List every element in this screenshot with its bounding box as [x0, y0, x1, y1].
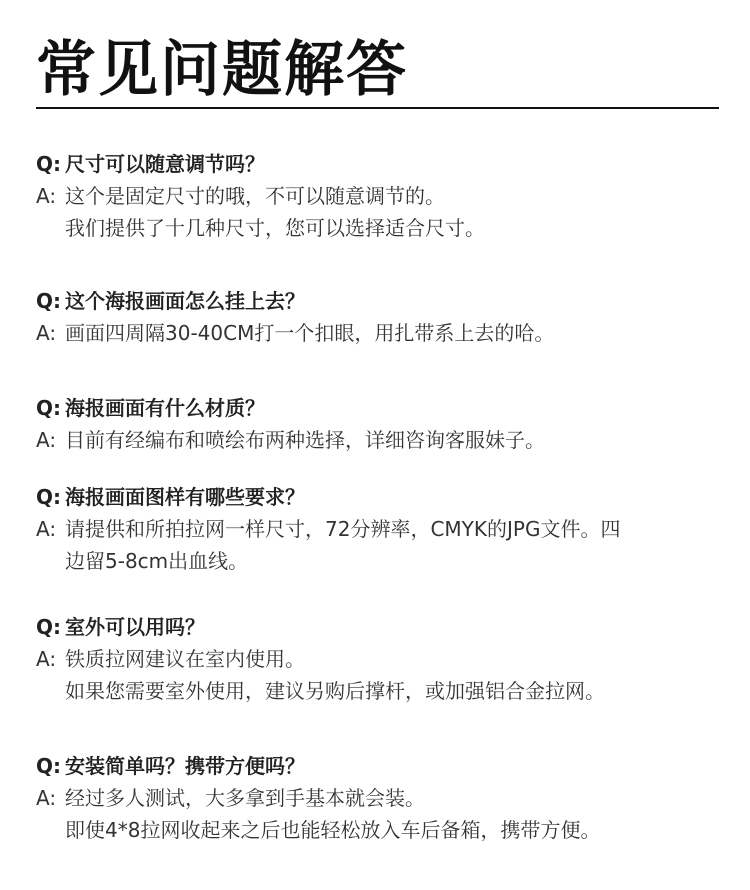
question-row	[36, 285, 726, 317]
question-row	[36, 750, 726, 782]
answer-row	[36, 317, 726, 349]
answer-text: 经过多人测试，大多拿到手基本就会装。	[65, 786, 425, 810]
answer-row	[36, 424, 726, 456]
answer-continuation-row	[36, 212, 726, 244]
answer-text: 这个是固定尺寸的哦，不可以随意调节的。	[65, 184, 445, 208]
answer-prefix: A:	[36, 428, 57, 452]
question-text: 室外可以用吗？	[65, 615, 205, 639]
answer-text: 请提供和所拍拉网一样尺寸，72分辨率，CMYK的JPG文件。四	[65, 517, 621, 541]
question-prefix: Q:	[36, 485, 61, 509]
answer-text-continued: 如果您需要室外使用，建议另购后撑杆，或加强铝合金拉网。	[65, 679, 605, 703]
question-text: 海报画面图样有哪些要求？	[65, 485, 305, 509]
question-text: 尺寸可以随意调节吗？	[65, 152, 265, 176]
answer-continuation-row	[36, 545, 726, 577]
answer-text: 画面四周隔30-40CM打一个扣眼，用扎带系上去的哈。	[65, 321, 555, 345]
title-divider	[36, 107, 719, 109]
page-title: 常见问题解答	[36, 35, 408, 105]
question-prefix: Q:	[36, 615, 61, 639]
answer-text-continued: 即使4*8拉网收起来之后也能轻松放入车后备箱，携带方便。	[65, 818, 601, 842]
question-row	[36, 481, 726, 513]
faq-item-size	[36, 148, 726, 244]
question-prefix: Q:	[36, 152, 61, 176]
faq-item-outdoor	[36, 611, 726, 707]
answer-row	[36, 180, 726, 212]
answer-row	[36, 643, 726, 675]
question-prefix: Q:	[36, 396, 61, 420]
answer-prefix: A:	[36, 184, 57, 208]
faq-item-artwork	[36, 481, 726, 577]
answer-text-continued: 我们提供了十几种尺寸，您可以选择适合尺寸。	[65, 216, 485, 240]
question-prefix: Q:	[36, 289, 61, 313]
answer-row	[36, 513, 726, 545]
answer-prefix: A:	[36, 647, 57, 671]
question-text: 安装简单吗？携带方便吗？	[65, 754, 305, 778]
answer-text: 铁质拉网建议在室内使用。	[65, 647, 305, 671]
question-text: 这个海报画面怎么挂上去？	[65, 289, 305, 313]
answer-text-continued: 边留5-8cm出血线。	[65, 549, 249, 573]
answer-prefix: A:	[36, 786, 57, 810]
question-row	[36, 148, 726, 180]
question-text: 海报画面有什么材质？	[65, 396, 265, 420]
faq-item-material	[36, 392, 726, 456]
question-row	[36, 392, 726, 424]
faq-item-hanging	[36, 285, 726, 349]
answer-continuation-row	[36, 814, 726, 846]
question-prefix: Q:	[36, 754, 61, 778]
answer-continuation-row	[36, 675, 726, 707]
answer-text: 目前有经编布和喷绘布两种选择，详细咨询客服妹子。	[65, 428, 545, 452]
answer-prefix: A:	[36, 321, 57, 345]
faq-item-installation	[36, 750, 726, 846]
answer-row	[36, 782, 726, 814]
answer-prefix: A:	[36, 517, 57, 541]
question-row	[36, 611, 726, 643]
